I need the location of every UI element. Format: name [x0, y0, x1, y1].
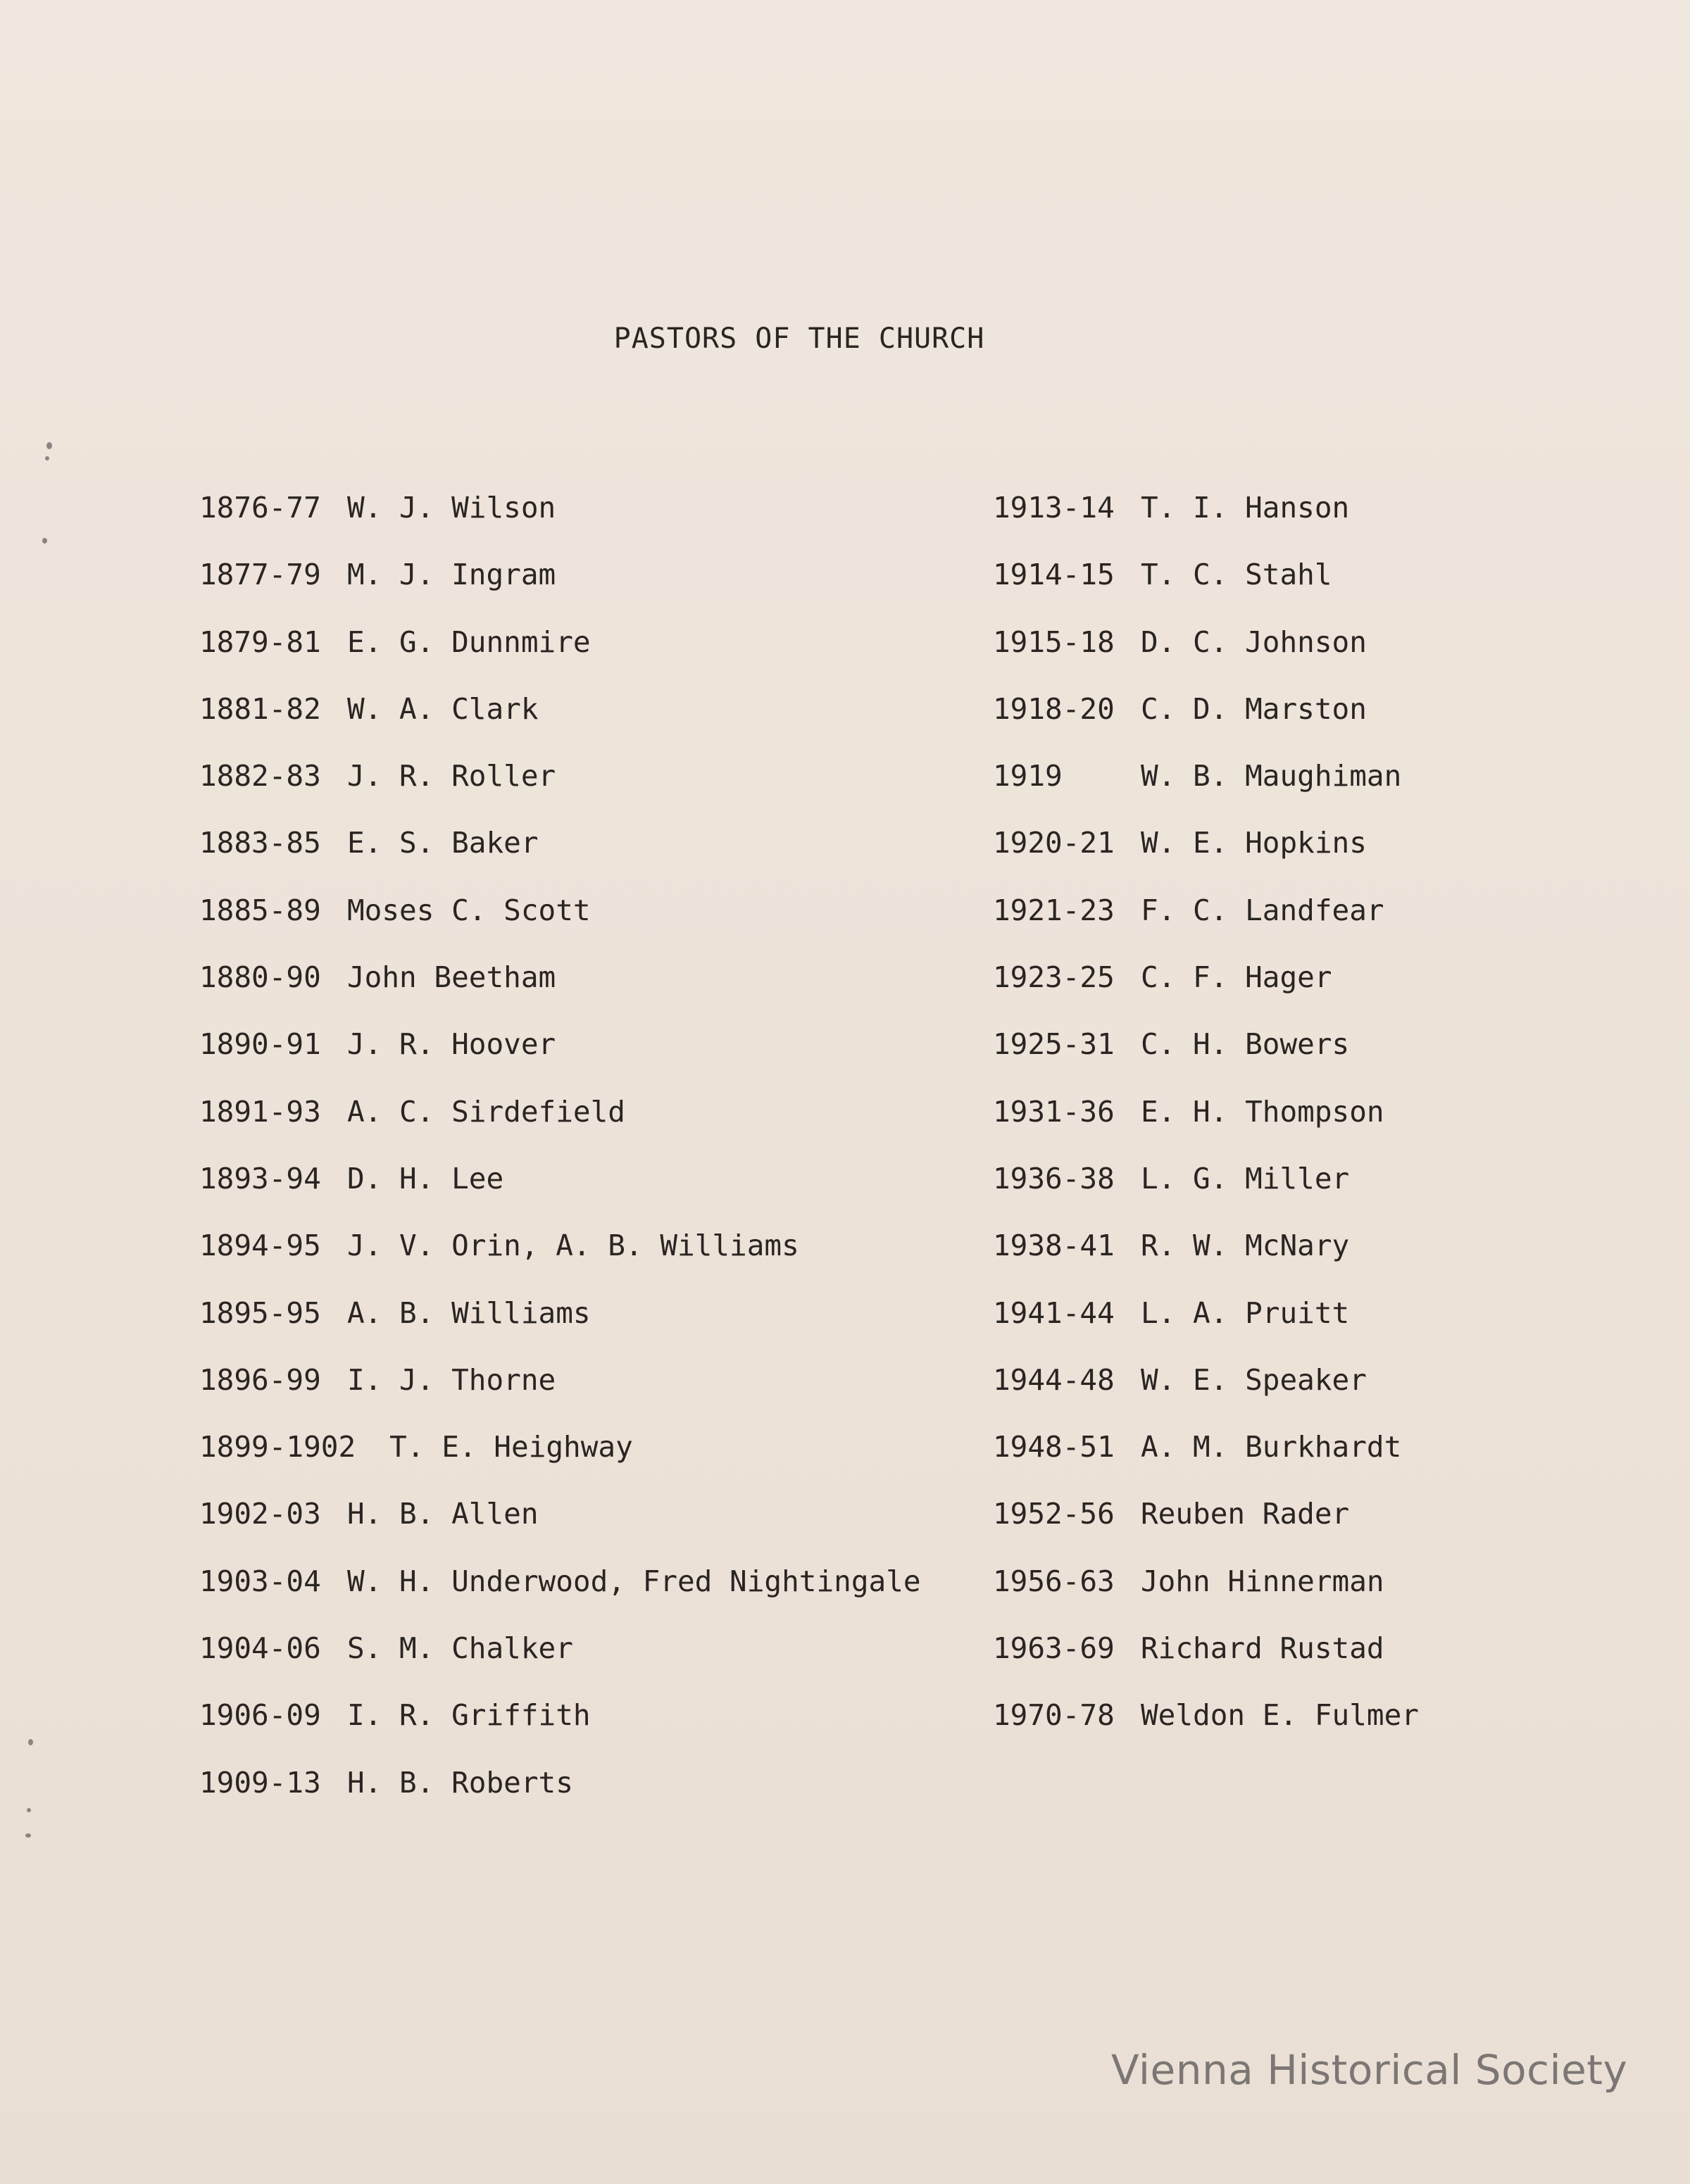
pastor-name: C. F. Hager	[1141, 960, 1332, 995]
pastor-name: R. W. McNary	[1141, 1229, 1350, 1263]
pastor-name: E. H. Thompson	[1141, 1094, 1384, 1129]
pastor-name: T. E. Heighway	[389, 1430, 633, 1464]
pastor-name: W. E. Speaker	[1141, 1362, 1367, 1397]
pastor-years: 1881-82	[199, 691, 321, 726]
pastor-years: 1876-77	[199, 491, 321, 525]
pastor-name: E. S. Baker	[347, 826, 539, 860]
pastor-entry	[993, 1429, 1419, 1496]
pastor-name: L. G. Miller	[1141, 1161, 1350, 1195]
paper-speck	[28, 1739, 33, 1745]
pastor-name: S. M. Chalker	[347, 1631, 573, 1666]
pastor-years: 1952-56	[993, 1497, 1115, 1531]
pastor-years: 1919	[993, 759, 1063, 793]
pastor-years: 1904-06	[199, 1631, 321, 1666]
pastor-entry	[199, 1429, 921, 1496]
pastor-years: 1956-63	[993, 1564, 1115, 1598]
pastor-entry	[199, 1228, 921, 1295]
pastor-name: Moses C. Scott	[347, 893, 591, 927]
pastor-years: 1903-04	[199, 1564, 321, 1598]
paper-speck	[42, 538, 47, 544]
pastor-entry	[993, 1564, 1419, 1631]
pastor-name: W. H. Underwood, Fred Nightingale	[347, 1564, 921, 1598]
pastor-name: T. C. Stahl	[1141, 558, 1332, 592]
pastor-name: A. B. Williams	[347, 1295, 591, 1330]
pastor-years: 1931-36	[993, 1094, 1115, 1129]
pastor-entry	[993, 1027, 1419, 1093]
pastor-name: Weldon E. Fulmer	[1141, 1698, 1419, 1733]
paper-speck	[45, 456, 49, 460]
pastor-list-right	[993, 490, 1419, 1765]
pastor-entry	[199, 691, 921, 758]
pastor-name: W. J. Wilson	[347, 491, 556, 525]
pastor-entry	[993, 758, 1419, 825]
pastor-name: D. C. Johnson	[1141, 625, 1367, 659]
pastor-years: 1921-23	[993, 893, 1115, 927]
pastor-name: E. G. Dunnmire	[347, 625, 591, 659]
pastor-name: H. B. Roberts	[347, 1765, 573, 1800]
pastor-years: 1918-20	[993, 691, 1115, 726]
pastor-years: 1899-1902	[199, 1430, 356, 1464]
pastor-years: 1906-09	[199, 1698, 321, 1733]
pastor-years: 1948-51	[993, 1430, 1115, 1464]
pastor-name: C. D. Marston	[1141, 691, 1367, 726]
pastor-entry	[993, 1228, 1419, 1295]
pastor-name: A. C. Sirdefield	[347, 1094, 625, 1129]
pastor-name: Reuben Rader	[1141, 1497, 1350, 1531]
pastor-entry	[993, 1631, 1419, 1697]
pastor-years: 1925-31	[993, 1027, 1115, 1062]
pastor-years: 1913-14	[993, 491, 1115, 525]
pastor-name: L. A. Pruitt	[1141, 1295, 1350, 1330]
pastor-list-left	[199, 490, 921, 1832]
pastor-entry	[993, 1295, 1419, 1362]
pastor-years: 1879-81	[199, 625, 321, 659]
pastor-entry	[199, 490, 921, 557]
pastor-years: 1920-21	[993, 826, 1115, 860]
pastor-years: 1936-38	[993, 1161, 1115, 1195]
pastor-name: A. M. Burkhardt	[1141, 1430, 1402, 1464]
pastor-entry	[199, 1362, 921, 1429]
pastor-years: 1963-69	[993, 1631, 1115, 1666]
pastor-entry	[199, 960, 921, 1027]
pastor-name: I. J. Thorne	[347, 1362, 556, 1397]
pastor-entry	[993, 1496, 1419, 1563]
pastor-entry	[199, 825, 921, 892]
pastor-years: 1944-48	[993, 1362, 1115, 1397]
pastor-entry	[993, 557, 1419, 624]
paper-speck	[46, 442, 52, 449]
pastor-entry	[199, 557, 921, 624]
pastor-entry	[199, 1295, 921, 1362]
pastor-years: 1970-78	[993, 1698, 1115, 1733]
pastor-name: T. I. Hanson	[1141, 491, 1350, 525]
pastor-years: 1909-13	[199, 1765, 321, 1800]
pastor-entry	[993, 1697, 1419, 1764]
pastor-years: 1902-03	[199, 1497, 321, 1531]
pastor-name: H. B. Allen	[347, 1497, 539, 1531]
pastor-years: 1895-95	[199, 1295, 321, 1330]
pastor-entry	[199, 1161, 921, 1228]
pastor-entry	[199, 1027, 921, 1093]
pastor-years: 1915-18	[993, 625, 1115, 659]
pastor-years: 1880-90	[199, 960, 321, 995]
pastor-years: 1923-25	[993, 960, 1115, 995]
pastor-name: Richard Rustad	[1141, 1631, 1384, 1666]
pastor-name: D. H. Lee	[347, 1161, 504, 1195]
pastor-years: 1877-79	[199, 558, 321, 592]
pastor-name: M. J. Ingram	[347, 558, 556, 592]
pastor-name: John Hinnerman	[1141, 1564, 1384, 1598]
pastor-name: J. R. Roller	[347, 759, 556, 793]
pastor-years: 1885-89	[199, 893, 321, 927]
pastor-entry	[199, 1697, 921, 1764]
paper-speck	[27, 1808, 31, 1812]
pastor-years: 1890-91	[199, 1027, 321, 1062]
pastor-name: W. E. Hopkins	[1141, 826, 1367, 860]
pastor-years: 1941-44	[993, 1295, 1115, 1330]
pastor-entry	[993, 625, 1419, 691]
pastor-entry	[993, 691, 1419, 758]
pastor-years: 1896-99	[199, 1362, 321, 1397]
pastor-years: 1914-15	[993, 558, 1115, 592]
pastor-entry	[199, 625, 921, 691]
pastor-entry	[993, 893, 1419, 960]
pastor-entry	[199, 1631, 921, 1697]
pastor-name: John Beetham	[347, 960, 556, 995]
paper-speck	[25, 1833, 31, 1838]
pastor-entry	[199, 1564, 921, 1631]
pastor-name: C. H. Bowers	[1141, 1027, 1350, 1062]
pastor-years: 1882-83	[199, 759, 321, 793]
pastor-entry	[993, 825, 1419, 892]
pastor-name: W. A. Clark	[347, 691, 539, 726]
pastor-entry	[199, 1094, 921, 1161]
pastor-entry	[993, 490, 1419, 557]
pastor-years: 1938-41	[993, 1229, 1115, 1263]
pastor-name: F. C. Landfear	[1141, 893, 1384, 927]
pastor-entry	[199, 1496, 921, 1563]
pastor-name: J. R. Hoover	[347, 1027, 556, 1062]
pastor-years: 1891-93	[199, 1094, 321, 1129]
pastor-entry	[199, 1765, 921, 1832]
pastor-entry	[993, 1362, 1419, 1429]
pastor-years: 1894-95	[199, 1229, 321, 1263]
pastor-name: I. R. Griffith	[347, 1698, 591, 1733]
pastor-entry	[993, 1161, 1419, 1228]
pastor-name: J. V. Orin, A. B. Williams	[347, 1229, 799, 1263]
pastor-entry	[993, 1094, 1419, 1161]
pastor-entry	[199, 893, 921, 960]
pastor-name: W. B. Maughiman	[1141, 759, 1402, 793]
pastor-entry	[199, 758, 921, 825]
watermark: Vienna Historical Society	[1111, 2046, 1628, 2094]
pastor-years: 1883-85	[199, 826, 321, 860]
page-title: PASTORS OF THE CHURCH	[613, 322, 985, 355]
pastor-entry	[993, 960, 1419, 1027]
pastor-years: 1893-94	[199, 1161, 321, 1195]
